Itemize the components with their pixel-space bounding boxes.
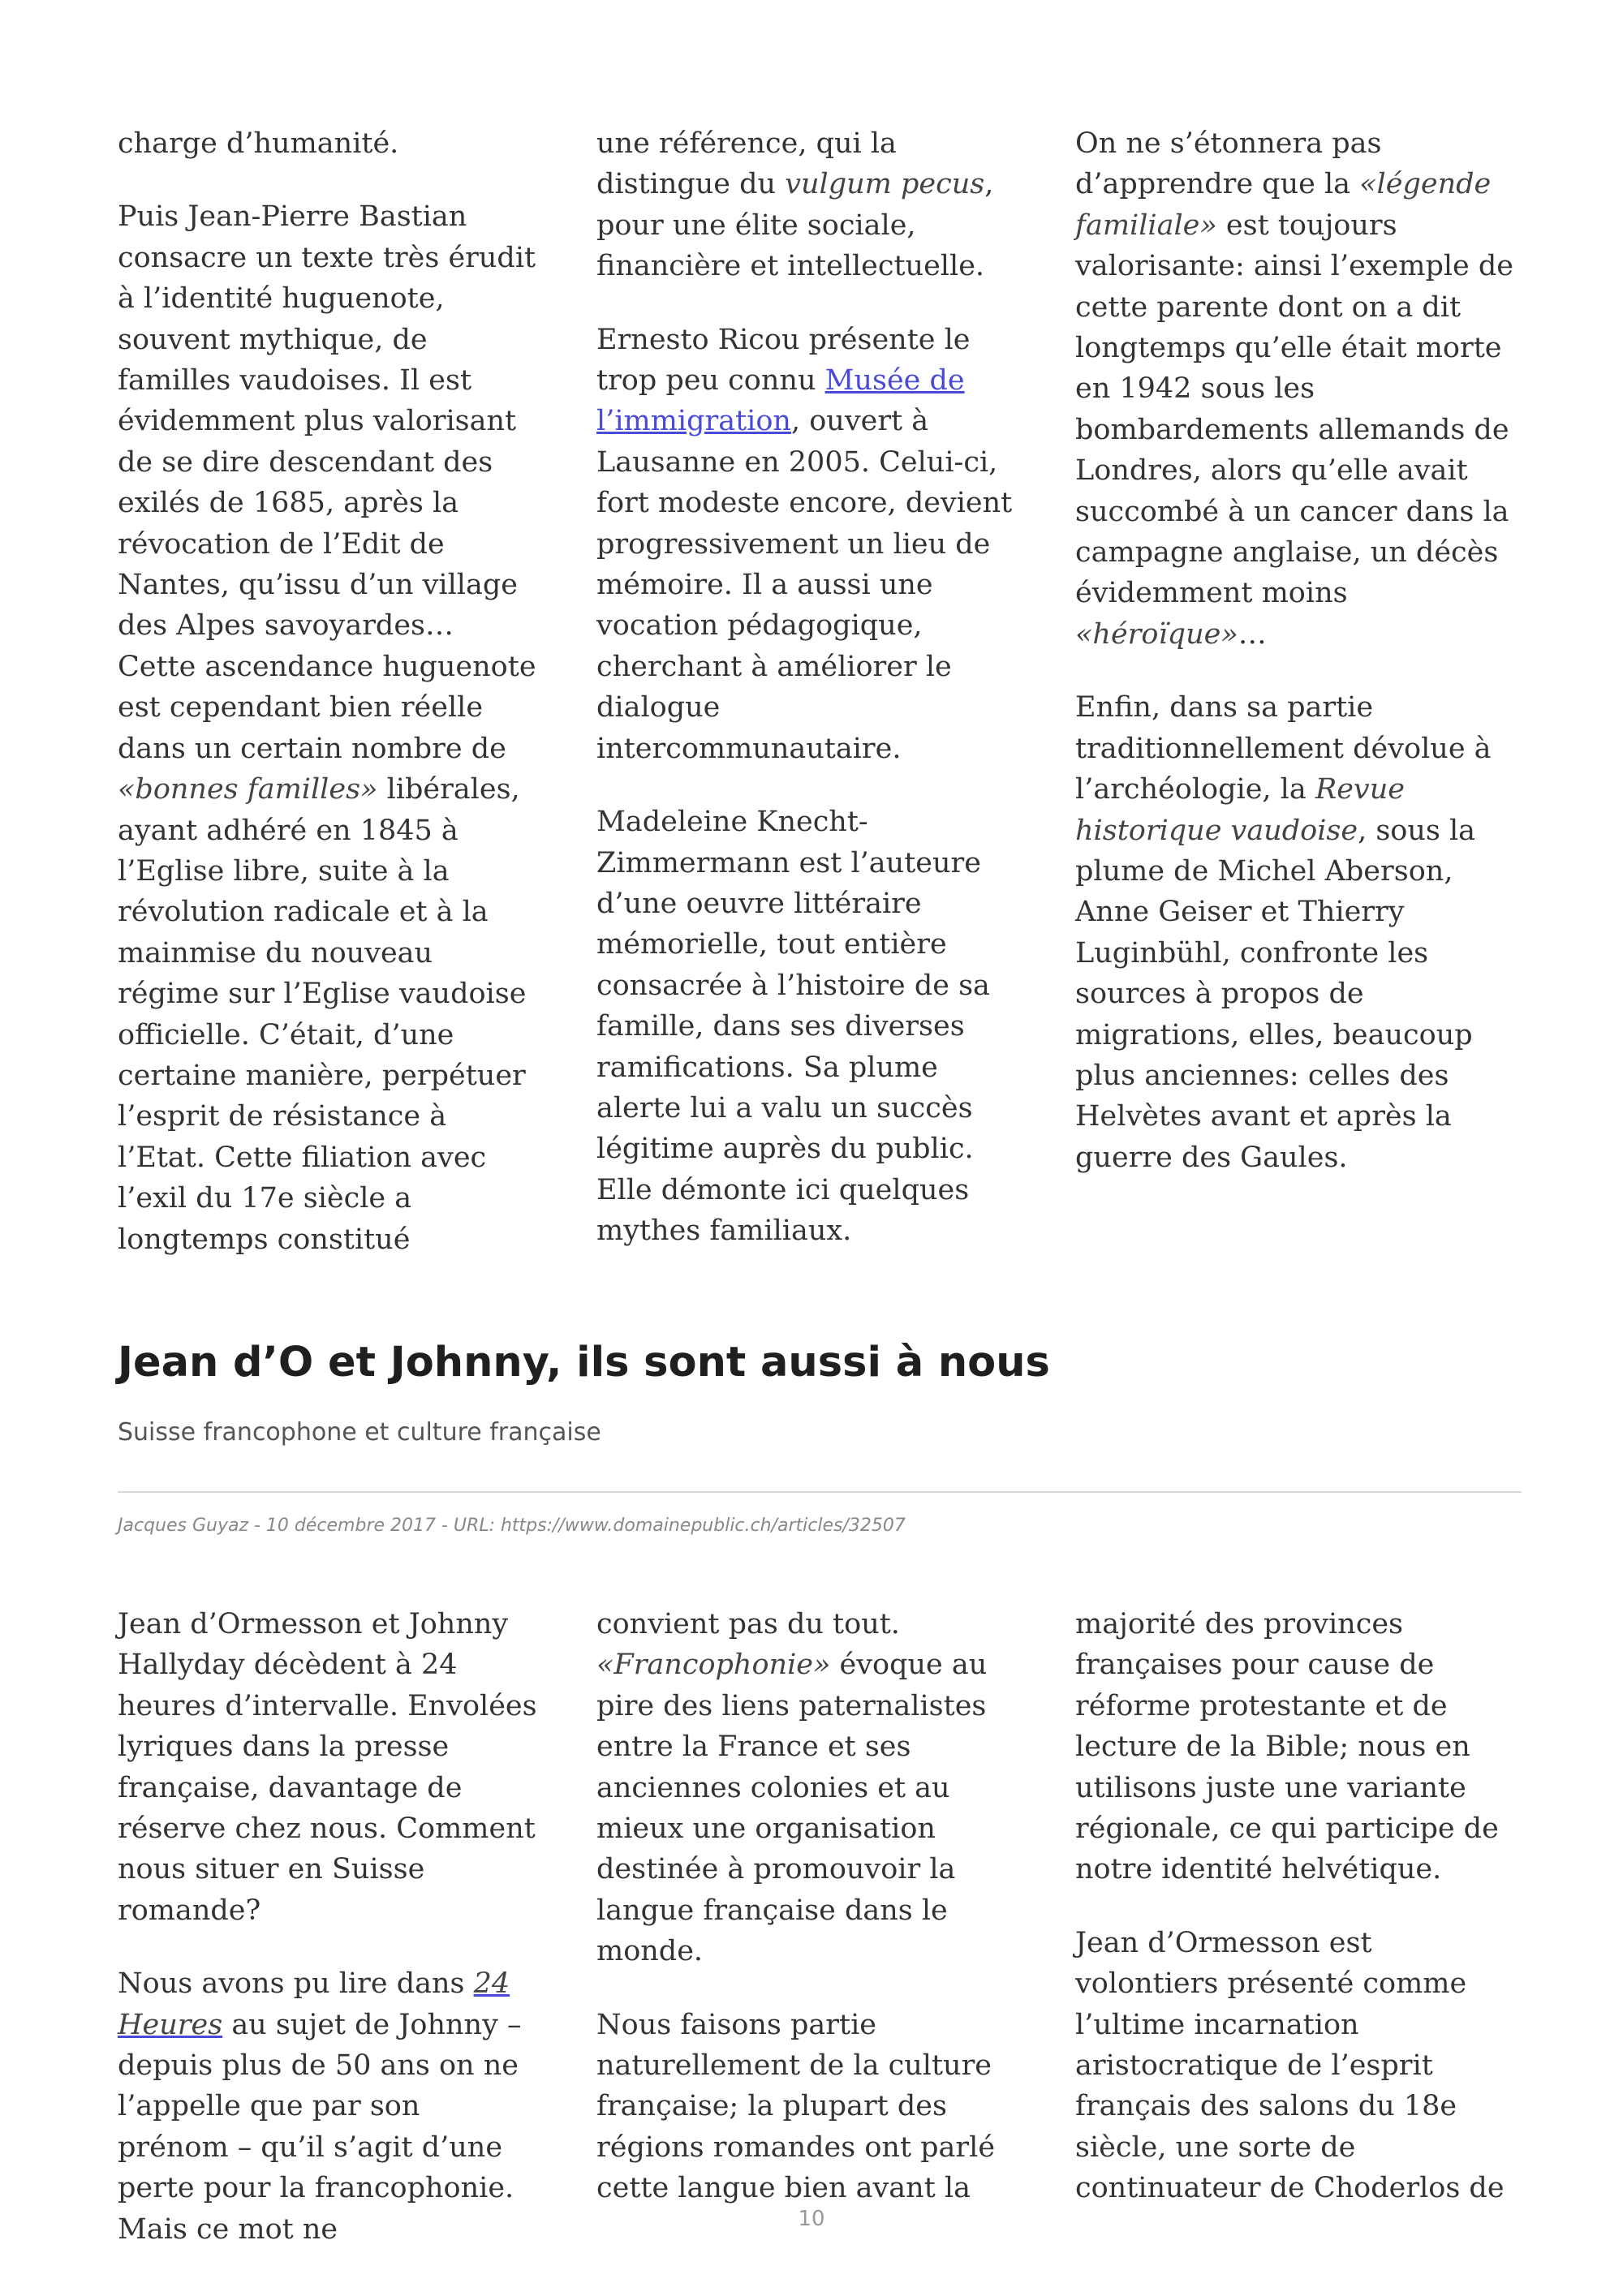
- column-2: [596, 123, 1018, 1260]
- article-subtitle: Suisse francophone et culture française: [118, 1418, 601, 1447]
- article-title: Jean d’O et Johnny, ils sont aussi à nous: [118, 1339, 1050, 1387]
- column-1: [118, 123, 540, 1260]
- text-run: une référence, qui la distingue du: [596, 127, 897, 201]
- paragraph: charge d’humanité.: [118, 127, 399, 160]
- emphasis: «légende familiale»: [1075, 168, 1492, 242]
- article-byline: Jacques Guyaz - 10 décembre 2017 - URL: https://www.domainepublic.ch/articles/32507: [118, 1516, 906, 1536]
- text-run: évoque au pire des liens paternalistes entre la France et ses anciennes colonies et au mieux une organisation destinée à promouvoir la langue française dans le monde.: [596, 1649, 988, 1968]
- text-run: libérales, ayant adhéré en 1845 à l’Eglise libre, suite à la révolution radicale et à la mainmise du nouveau régime sur l’Eglise vaudoise officielle. C’était, d’une certaine manière, perpétuer l’esprit de résistance à l’Etat. Cette filiation avec l’exil du 17e siècle a longtemps constitué: [118, 773, 527, 1256]
- article-columns: [118, 1604, 1522, 2250]
- text-run: Enfin, dans sa partie traditionnellement dévolue à l’archéologie, la: [1075, 691, 1492, 806]
- emphasis: «Francophonie»: [596, 1649, 831, 1682]
- paragraph: [118, 196, 540, 1260]
- emphasis: Revue historique vaudoise: [1075, 773, 1405, 847]
- text-run: au sujet de Johnny – depuis plus de 50 ans on ne l’appelle que par son prénom – qu’il s’agit d’une perte pour la francophonie. Mais ce mot ne: [118, 2008, 522, 2246]
- paragraph: [596, 320, 1018, 769]
- column-3: [1075, 123, 1522, 1260]
- text-run: , pour une élite sociale, financière et intellectuelle.: [596, 168, 994, 283]
- emphasis: «héroïque»: [1075, 617, 1238, 651]
- emphasis: 24 Heures: [118, 1967, 510, 2041]
- text-run: convient pas du tout.: [596, 1608, 900, 1640]
- text-run: …: [1238, 617, 1267, 651]
- column-1: [118, 1604, 540, 2250]
- text-run: est toujours valorisante: ainsi l’exemple de cette parente dont on a dit longtemps qu’elle était morte en 1942 sous les bombardements allemands de Londres, alors qu’elle avait succombé à un cancer dans la campagne anglaise, un décès évidemment moins: [1075, 209, 1514, 610]
- column-2: [596, 1604, 1018, 2250]
- text-run: Nous avons pu lire dans: [118, 1967, 474, 2001]
- paragraph: Jean d’Ormesson est volontiers présenté comme l’ultime incarnation aristocratique de l’esprit français des salons du 18e siècle, une sorte de continuateur de Choderlos de: [1075, 1926, 1505, 2205]
- paragraph: Nous faisons partie naturellement de la culture française; la plupart des régions romandes ont parlé cette langue bien avant la: [596, 2008, 996, 2205]
- emphasis: vulgum pecus: [785, 168, 985, 201]
- paragraph: Madeleine Knecht-Zimmermann est l’auteure d’une oeuvre littéraire mémorielle, tout entière consacrée à l’histoire de sa famille, dans ses diverses ramifications. Sa plume alerte lui a valu un succès légitime auprès du public. Elle démonte ici quelques mythes familiaux.: [596, 806, 990, 1248]
- paragraph: [1075, 123, 1522, 655]
- paragraph: [1075, 687, 1522, 1178]
- text-run: , sous la plume de Michel Aberson, Anne Geiser et Thierry Luginbühl, confronte les sources à propos de migrations, elles, beaucoup plus anciennes: celles des Helvètes avant et après la guerre des Gaules.: [1075, 814, 1476, 1174]
- previous-article-columns: [118, 123, 1522, 1260]
- page-number: 10: [798, 2207, 825, 2231]
- text-run: On ne s’étonnera pas d’apprendre que la: [1075, 127, 1382, 201]
- paragraph: [596, 1604, 1018, 1972]
- divider: [118, 1491, 1522, 1493]
- text-run: Ernesto Ricou présente le trop peu connu: [596, 323, 971, 398]
- paragraph: majorité des provinces françaises pour cause de réforme protestante et de lecture de la Bible; nous en utilisons juste une variante régionale, ce qui participe de notre identité helvétique.: [1075, 1608, 1499, 1886]
- text-run: , ouvert à Lausanne en 2005. Celui-ci, fort modeste encore, devient progressivement un lieu de mémoire. Il a aussi une vocation pédagogique, cherchant à améliorer le dialogue intercommunautaire.: [596, 405, 1013, 765]
- column-3: [1075, 1604, 1522, 2250]
- emphasis: «bonnes familles»: [118, 773, 378, 806]
- paragraph: [596, 123, 1018, 287]
- paragraph: Jean d’Ormesson et Johnny Hallyday décèdent à 24 heures d’intervalle. Envolées lyriques dans la presse française, davantage de réserve chez nous. Comment nous situer en Suisse romande?: [118, 1608, 537, 1927]
- musee-immigration-link[interactable]: Musée de l’immigration: [596, 364, 965, 438]
- text-run: Puis Jean-Pierre Bastian consacre un texte très érudit à l’identité huguenote, souvent mythique, de familles vaudoises. Il est évidemment plus valorisant de se dire descendant des exilés de 1685, après la révocation de l’Edit de Nantes, qu’issu d’un village des Alpes savoyardes… Cette ascendance huguenote est cependant bien réelle dans un certain nombre de: [118, 200, 536, 765]
